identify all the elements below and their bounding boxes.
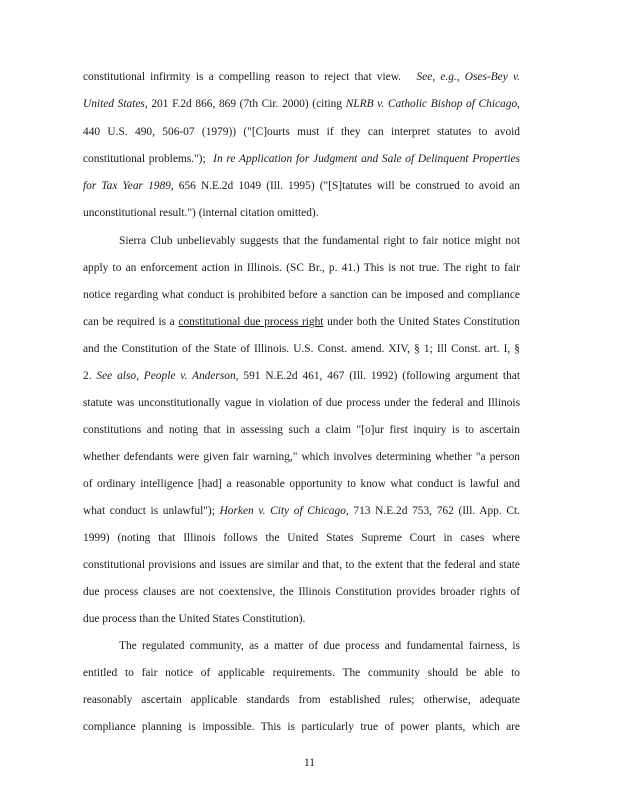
text-line: compliance planning is impossible. This is particularly true of power plants, which are: [83, 721, 520, 733]
text-line: notice regarding what conduct is prohibited before a sanction can be imposed and compliance: [83, 289, 520, 301]
text-line: constitutions and noting that in assessing such a claim "[o]ur first inquiry is to ascertain: [83, 424, 520, 436]
text-line: 2. See also, People v. Anderson, 591 N.E.2d 461, 467 (Ill. 1992) (following argument that: [83, 370, 521, 382]
text-line: due process than the United States Constitution).: [83, 613, 306, 625]
text-line: entitled to fair notice of applicable requirements. The community should be able to: [83, 667, 520, 679]
text-line: constitutional infirmity is a compelling reason to reject that view. See, e.g., Oses-Bey v.: [83, 71, 521, 83]
paragraph-first-line: The regulated community, as a matter of due process and fundamental fairness, is: [119, 640, 520, 652]
text-line: 1999) (noting that Illinois follows the United States Supreme Court in cases where: [83, 532, 520, 544]
text-line: 440 U.S. 490, 506-07 (1979)) ("[C]ourts must if they can interpret statutes to avoid: [83, 126, 520, 138]
text-line: whether defendants were given fair warning," which involves determining whether "a person: [83, 451, 520, 463]
text-line: constitutional provisions and issues are similar and that, to the extent that the federal and state: [83, 559, 520, 571]
text-line: due process clauses are not coextensive, the Illinois Constitution provides broader rights of: [83, 586, 520, 598]
text-line: statute was unconstitutionally vague in violation of due process under the federal and Illinois: [83, 397, 520, 409]
text-line: can be required is a constitutional due process right under both the United States Constitution: [83, 316, 520, 328]
text-line: of ordinary intelligence [had] a reasonable opportunity to know what conduct is lawful and: [83, 478, 520, 490]
paragraph-first-line: Sierra Club unbelievably suggests that the fundamental right to fair notice might not: [119, 235, 520, 247]
text-line: constitutional problems."); In re Application for Judgment and Sale of Delinquent Properties: [83, 153, 520, 165]
page-number: 11: [304, 757, 315, 769]
text-line: what conduct is unlawful"); Horken v. City of Chicago, 713 N.E.2d 753, 762 (Ill. App. Ct.: [83, 505, 520, 517]
text-line: United States, 201 F.2d 866, 869 (7th Cir. 2000) (citing NLRB v. Catholic Bishop of Chicago,: [83, 98, 520, 110]
text-line: apply to an enforcement action in Illinois. (SC Br., p. 41.) This is not true. The right to fair: [83, 262, 520, 274]
text-line: unconstitutional result.") (internal citation omitted).: [83, 207, 319, 219]
text-line: reasonably ascertain applicable standards from established rules; otherwise, adequate: [83, 694, 520, 706]
text-line: for Tax Year 1989, 656 N.E.2d 1049 (Ill. 1995) ("[S]tatutes will be construed to avoid an: [83, 180, 520, 192]
text-line: and the Constitution of the State of Illinois. U.S. Const. amend. XIV, § 1; Ill Const. art. I, §: [83, 343, 520, 355]
